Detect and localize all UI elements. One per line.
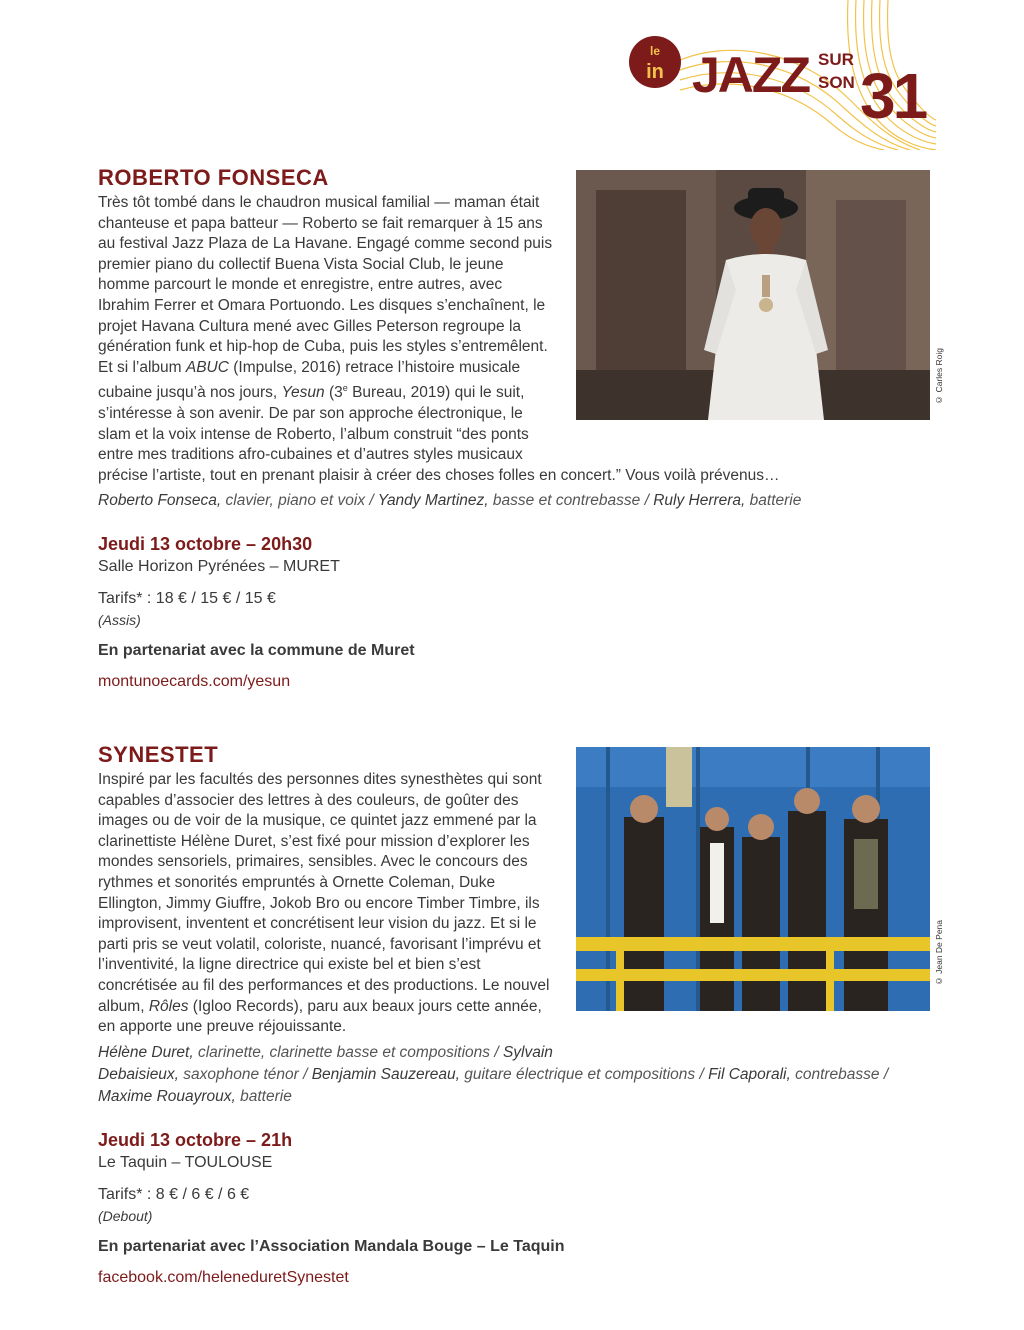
concert-seating: (Debout) bbox=[98, 1207, 153, 1224]
musician-name: Maxime Rouayroux, bbox=[98, 1087, 236, 1105]
logo-le: le bbox=[649, 44, 661, 58]
concert-date: Jeudi 13 octobre – 20h30 bbox=[98, 534, 313, 555]
musician-name: Roberto Fonseca, bbox=[98, 492, 222, 510]
logo-sur: SUR bbox=[818, 50, 854, 69]
logo-in: in bbox=[646, 61, 664, 83]
photo-roberto-fonseca bbox=[576, 170, 930, 420]
concert-link[interactable]: montunoecards.com/yesun bbox=[98, 673, 291, 691]
concert-date: Jeudi 13 octobre – 21h bbox=[98, 1129, 293, 1150]
concert-roberto-fonseca bbox=[98, 163, 944, 693]
concert-tarifs: Tarifs* : 8 € / 6 € / 6 € bbox=[98, 1185, 250, 1203]
concert-title: SYNESTET bbox=[98, 742, 219, 767]
artist-photo bbox=[576, 170, 930, 420]
description-text: (Impulse, 2016) retrace l’histoire musicale cubaine jusqu’à nos jours, bbox=[98, 358, 521, 402]
lineup bbox=[98, 1042, 930, 1108]
musician-role: contrebasse / bbox=[790, 1065, 889, 1083]
description-text: (Igloo Records), paru aux beaux jours cette année, en apporte une preuve réjouissante. bbox=[98, 997, 542, 1036]
lineup bbox=[98, 490, 930, 512]
logo-31: 31 bbox=[860, 60, 926, 132]
concert-synestet bbox=[98, 740, 944, 1289]
musician-role: clarinette, clarinette basse et compositions / bbox=[193, 1043, 503, 1061]
concert-venue: Salle Horizon Pyrénées – MURET bbox=[98, 558, 340, 576]
photo-synestet bbox=[576, 747, 930, 1011]
album-title: Yesun bbox=[281, 384, 325, 402]
musician-role: clavier, piano et voix / bbox=[221, 492, 378, 510]
logo-graphic bbox=[620, 0, 940, 150]
description-text: Bureau, 2019) qui le suit, s’intéresse à son avenir. De par son approche électronique, le slam et la voix intense de Roberto, l’album construit “des ponts entre mes traditions afro-cubaines et d’autres styles musicaux précise l’artiste, tout en prenant plaisir à créer des choses folles en concert.” Vous voilà prévenus… bbox=[98, 384, 780, 484]
musician-role: batterie bbox=[235, 1087, 292, 1105]
album-title: Rôles bbox=[148, 997, 189, 1015]
description-text: (3 bbox=[324, 384, 343, 402]
musician-role: guitare électrique et compositions / bbox=[459, 1065, 709, 1083]
concert-seating: (Assis) bbox=[98, 612, 141, 629]
concert-partner: En partenariat avec la commune de Muret bbox=[98, 642, 415, 660]
superscript: e bbox=[342, 383, 348, 394]
musician-name: Fil Caporali, bbox=[708, 1065, 791, 1083]
concert-venue: Le Taquin – TOULOUSE bbox=[98, 1153, 273, 1171]
musician-name: Hélène Duret, bbox=[98, 1043, 194, 1061]
musician-name: Sylvain Debaisieux, bbox=[98, 1043, 553, 1083]
musician-role: batterie bbox=[745, 492, 802, 510]
musician-name: Ruly Herrera, bbox=[653, 492, 746, 510]
concert-partner: En partenariat avec l’Association Mandala Bouge – Le Taquin bbox=[98, 1237, 565, 1255]
musician-role: saxophone ténor / bbox=[179, 1065, 312, 1083]
concert-tarifs: Tarifs* : 18 € / 15 € / 15 € bbox=[98, 590, 276, 608]
musician-role: basse et contrebasse / bbox=[488, 492, 654, 510]
description-text: Très tôt tombé dans le chaudron musical familial — maman était chanteuse et papa batteur — Roberto se fait remarquer à 15 ans au festival Jazz Plaza de La Havane. Engagé comme second puis premier piano du collectif Buena Vista Social Club, le jeune homme parcourt le monde et enregistre, entre autres, avec Ibrahim Ferrer et Omara Portuondo. Les disques s’enchaînent, le projet Havana Cultura mené avec Gilles Peterson regroupe la génération funk et hip-hop de Cuba, puis les styles s’entremêlent. Et si l’album bbox=[98, 194, 553, 376]
artist-photo bbox=[576, 747, 930, 1011]
musician-name: Yandy Martinez, bbox=[377, 492, 489, 510]
photo-credit: © Jean De Pena bbox=[934, 920, 944, 987]
musician-name: Benjamin Sauzereau, bbox=[311, 1065, 460, 1083]
album-title: ABUC bbox=[185, 358, 229, 376]
description-text: Inspiré par les facultés des personnes dites synesthètes qui sont capables d’associer des lettres à des couleurs, de goûter des images ou de voir de la musique, ce quintet jazz emmené par la clarinettiste Hélène Duret, s’est fixé pour mission d’explorer les mondes sensoriels, primaires, sensibles. Avec le concours des rythmes et sonorités empruntés à Ornette Coleman, Duke Ellington, Jimmy Giuffre, Jokob Bro ou encore Timber Timbre, ils improvisent, inventent et concrétisent leur vision du jazz. Et si le parti pris se veut volatil, coloriste, nuancé, favorisant l’imprévu et l’inventivité, la ligne directrice qui existe bel et bien s’est concrétisée au fil des performances et des productions. Le nouvel album, bbox=[98, 771, 550, 1015]
concert-link[interactable]: facebook.com/heleneduretSynestet bbox=[98, 1268, 349, 1286]
concert-title: ROBERTO FONSECA bbox=[98, 165, 329, 190]
festival-logo bbox=[620, 0, 940, 150]
logo-jazz: JAZZ bbox=[692, 47, 809, 103]
logo-son: SON bbox=[818, 73, 855, 92]
photo-credit: © Carles Roig bbox=[934, 348, 944, 405]
